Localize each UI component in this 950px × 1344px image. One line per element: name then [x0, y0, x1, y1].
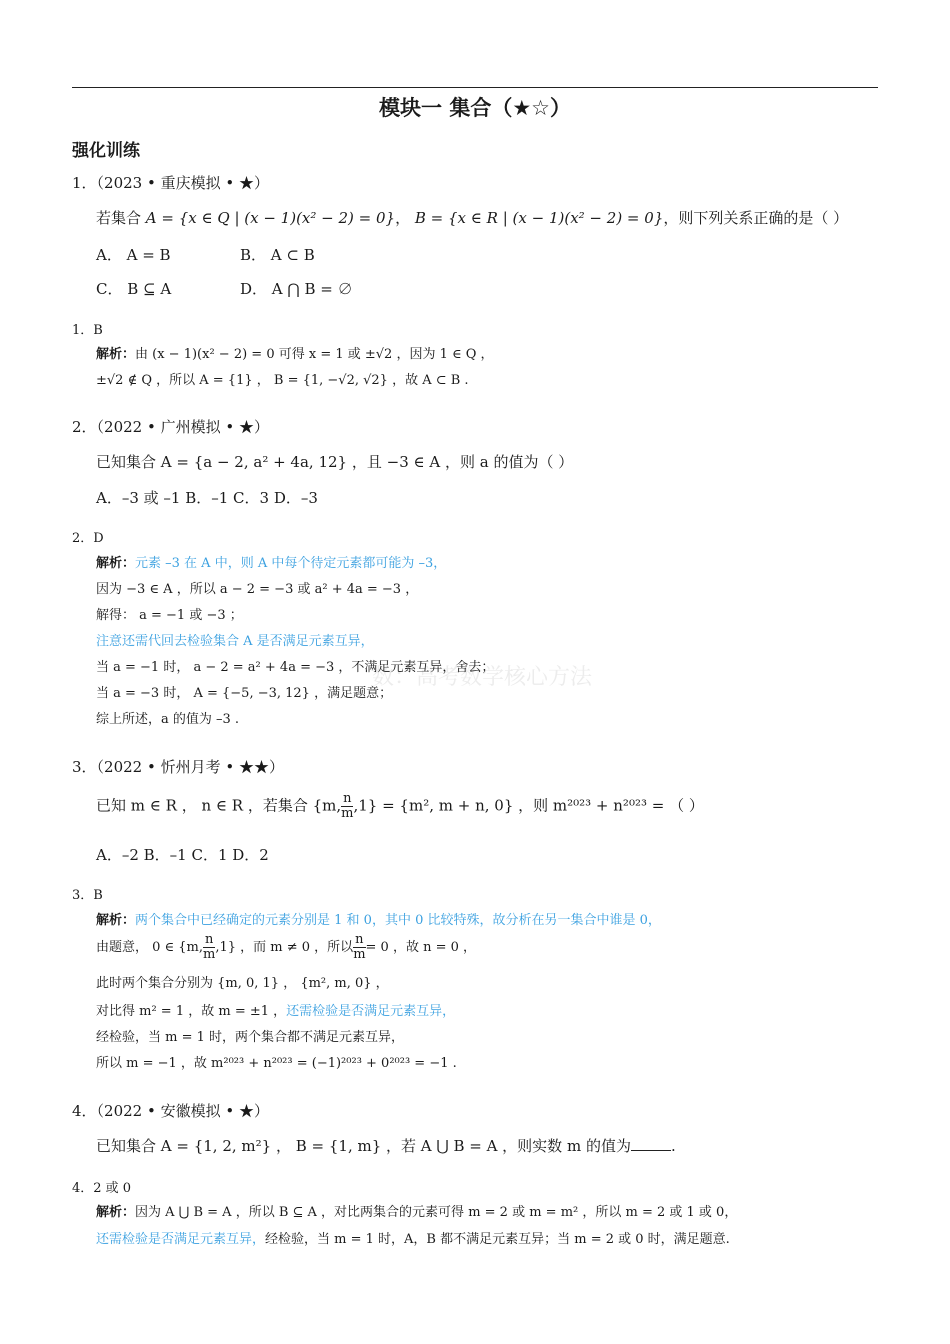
q2-solution-line3: 解得： a = −1 或 −3 ；	[96, 608, 243, 623]
q1-set-b: B = {x ∈ R | (x − 1)(x² − 2) = 0}	[414, 209, 664, 227]
q2-solution-line2: 因为 −3 ∈ A ，所以 a − 2 = −3 或 a² + 4a = −3 ，	[96, 582, 419, 597]
top-rule	[72, 87, 878, 88]
q1-set-a: A = {x ∈ Q | (x − 1)(x² − 2) = 0}	[145, 209, 396, 227]
q1-option-b: B． A ⊂ B	[240, 246, 315, 264]
q3-solution-hint1: 两个集合中已经确定的元素分别是 1 和 0，其中 0 比较特殊，故分析在另一集合中谁是 0，	[135, 913, 661, 928]
q1-option-d: D． A ⋂ B = ∅	[240, 280, 353, 298]
q2-solution-line6: 当 a = −3 时， A = {−5, −3, 12} ，满足题意；	[96, 686, 393, 701]
q3-stem-prefix: 已知 m ∈ R ， n ∈ R ，若集合 {m,	[96, 796, 342, 815]
q4-heading: 4．（2022 • 安徽模拟 • ★）	[72, 1102, 269, 1120]
q4-solution-text2: 经检验，当 m = 1 时，A，B 都不满足元素互异；当 m = 2 或 0 时，满足题意.	[265, 1232, 730, 1247]
q4-answer: 4．2 或 0	[72, 1181, 132, 1196]
q4-solution-hint: 还需检验是否满足元素互异，	[96, 1232, 266, 1247]
q1-stem: 若集合 A = {x ∈ Q | (x − 1)(x² − 2) = 0}， B = {x ∈ R | (x − 1)(x² − 2) = 0}，则下列关系正确的是（ ）	[96, 209, 849, 227]
q2-solution-hint1: 元素 –3 在 A 中，则 A 中每个待定元素都可能为 –3，	[135, 556, 447, 571]
q2-heading: 2．（2022 • 广州模拟 • ★）	[72, 418, 269, 436]
q3-solution-line6: 所以 m = −1 ，故 m²⁰²³ + n²⁰²³ = (−1)²⁰²³ + 0²⁰²³ = −1 .	[96, 1056, 457, 1071]
q3-answer: 3．B	[72, 888, 103, 903]
q4-solution-label: 解析：	[96, 1205, 136, 1220]
q2-answer: 2．D	[72, 531, 104, 546]
q2-solution-line1	[96, 552, 446, 571]
q2-options: A．–3 或 –1 B．–1 C．3 D．–3	[96, 489, 318, 507]
q4-solution-line1	[96, 1201, 737, 1220]
q3-solution-line4	[96, 1000, 455, 1019]
q3-solution-hint2: 还需检验是否满足元素互异，	[286, 1004, 456, 1019]
q4-stem-suffix: .	[670, 1137, 676, 1155]
q1-answer: 1．B	[72, 323, 103, 338]
q3-solution-line2-prefix: 由题意， 0 ∈ {m,	[96, 940, 204, 955]
q3-solution-frac1-den: m	[203, 947, 216, 962]
page-title: 模块一 集合（★☆）	[379, 96, 571, 120]
q2-stem: 已知集合 A = {a − 2, a² + 4a, 12} ，且 −3 ∈ A ，则 a 的值为（ ）	[96, 453, 574, 471]
q3-stem	[96, 792, 704, 821]
q2-solution-hint2: 注意还需代回去检验集合 A 是否满足元素互异，	[96, 634, 374, 649]
section-heading: 强化训练	[72, 141, 140, 161]
q1-heading: 1．（2023 • 重庆模拟 • ★）	[72, 174, 269, 192]
q4-stem-prefix: 已知集合 A = {1, 2, m²} ， B = {1, m} ，若 A ⋃ B = A ，则实数 m 的值为	[96, 1137, 631, 1155]
q3-solution-fraction-2	[353, 933, 365, 962]
q3-solution-line2-mid: ,1} ，而 m ≠ 0 ，所以	[215, 940, 354, 955]
q4-stem	[96, 1135, 676, 1156]
q3-fraction-denominator: m	[341, 806, 354, 821]
q3-solution-line5: 经检验，当 m = 1 时，两个集合都不满足元素互异，	[96, 1030, 405, 1045]
q3-fraction-numerator: n	[343, 791, 352, 806]
q1-stem-prefix: 若集合	[96, 209, 142, 227]
q1-stem-suffix: ，则下列关系正确的是（ ）	[663, 209, 849, 227]
q1-solution-text1: 由 (x − 1)(x² − 2) = 0 可得 x = 1 或 ±√2 ，因为 1 ∈ Q ，	[135, 347, 494, 362]
q2-solution-line7: 综上所述，a 的值为 –3 .	[96, 712, 240, 727]
watermark-text: 数：高考数学核心方法	[372, 665, 593, 690]
q3-options: A．–2 B．–1 C．1 D．2	[96, 846, 269, 864]
q3-solution-frac1-num: n	[205, 932, 214, 947]
q3-solution-line3: 此时两个集合分别为 {m, 0, 1} ， {m², m, 0} ，	[96, 976, 389, 991]
q3-solution-frac2-den: m	[353, 947, 366, 962]
q1-option-c: C． B ⊆ A	[96, 280, 172, 298]
q1-solution-line2: ±√2 ∉ Q ，所以 A = {1} ， B = {1, −√2, √2} ，故 A ⊂ B .	[96, 373, 469, 388]
q3-solution-fraction-1	[203, 933, 215, 962]
q3-heading: 3．（2022 • 忻州月考 • ★★）	[72, 758, 284, 776]
q2-solution-line5: 当 a = −1 时， a − 2 = a² + 4a = −3 ，不满足元素互异，舍去；	[96, 660, 495, 675]
q4-solution-line2	[96, 1228, 730, 1247]
q3-solution-line4-text: 对比得 m² = 1 ，故 m = ±1 ，	[96, 1004, 287, 1019]
q3-solution-frac2-num: n	[355, 932, 364, 947]
q1-solution-label: 解析：	[96, 347, 136, 362]
q3-stem-suffix: ,1} = {m², m + n, 0} ，则 m²⁰²³ + n²⁰²³ = （ ）	[353, 796, 704, 815]
q2-solution-label: 解析：	[96, 556, 136, 571]
q3-solution-label: 解析：	[96, 913, 136, 928]
q3-fraction	[341, 792, 353, 821]
q1-option-a: A． A = B	[96, 246, 171, 264]
q3-solution-line1	[96, 909, 661, 928]
q4-answer-blank[interactable]	[631, 1136, 671, 1151]
q1-solution-line1	[96, 343, 494, 362]
q3-solution-line2-suffix: = 0 ，故 n = 0 ，	[365, 940, 477, 955]
q4-solution-text1: 因为 A ⋃ B = A ，所以 B ⊆ A ，对比两集合的元素可得 m = 2 或 m = m² ，所以 m = 2 或 1 或 0，	[135, 1205, 738, 1220]
q3-solution-line2	[96, 933, 476, 962]
